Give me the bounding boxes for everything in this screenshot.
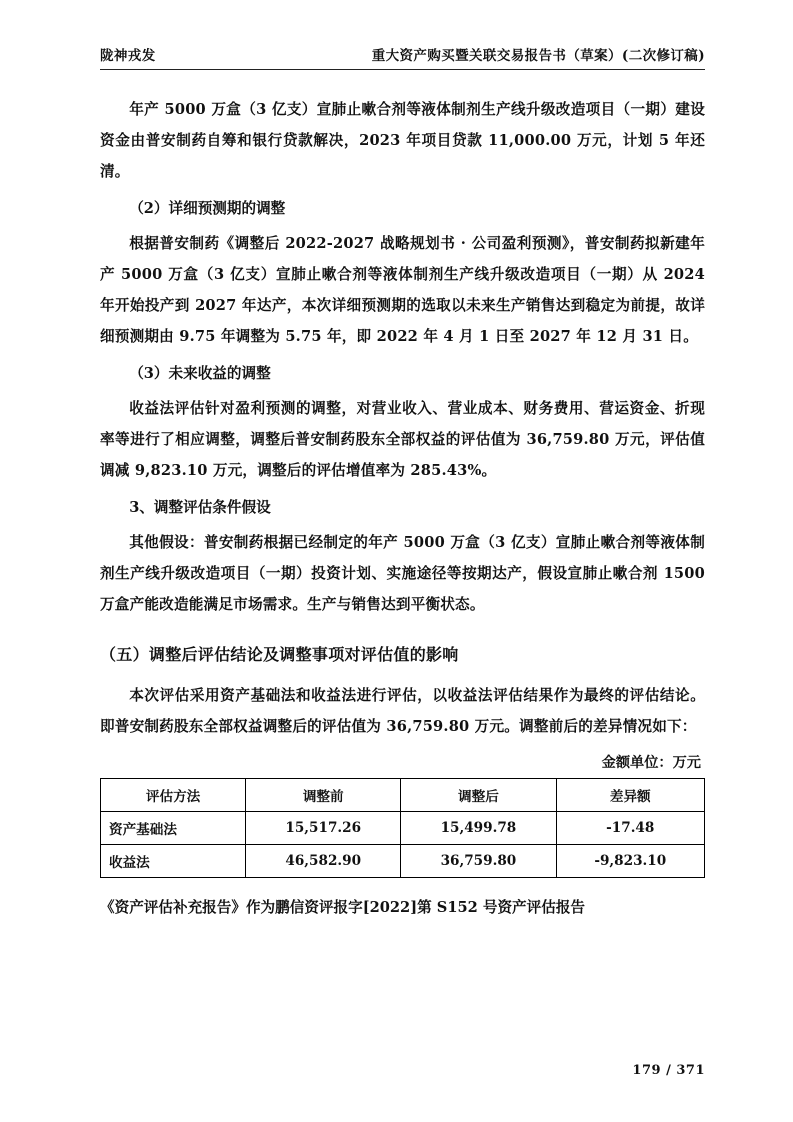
paragraph-financing: 年产 5000 万盒（3 亿支）宣肺止嗽合剂等液体制剂生产线升级改造项目（一期）建设资金由普安制药自筹和银行贷款解决，2023 年项目贷款 11,000.00 万元，计划 5 年还清。 xyxy=(100,101,705,180)
heading-assumption-adjustment: 3、调整评估条件假设 xyxy=(129,499,271,516)
cell-before: 15,517.26 xyxy=(246,812,401,845)
valuation-comparison-table xyxy=(100,778,705,878)
cell-difference: -17.48 xyxy=(556,812,705,845)
page-content xyxy=(100,44,705,1082)
heading-forecast-period: （2）详细预测期的调整 xyxy=(129,200,286,217)
page-header xyxy=(100,44,705,69)
table-row xyxy=(101,845,705,878)
paragraph-closing: 《资产评估补充报告》作为鹏信资评报字[2022]第 S152 号资产评估报告 xyxy=(100,899,586,916)
table-header-row xyxy=(101,779,705,812)
cell-after: 36,759.80 xyxy=(401,845,556,878)
header-document-title: 重大资产购买暨关联交易报告书（草案）(二次修订稿) xyxy=(371,48,705,64)
header-company-name: 陇神戎发 xyxy=(100,48,156,64)
paragraph-future-earnings: 收益法评估针对盈利预测的调整，对营业收入、营业成本、财务费用、营运资金、折现率等进行了相应调整，调整后普安制药股东全部权益的评估值为 36,759.80 万元，评估值调减 9,823.10 万元，调整后的评估增值率为 285.43%。 xyxy=(100,400,705,479)
column-header-method: 评估方法 xyxy=(101,779,246,812)
table-row xyxy=(101,812,705,845)
column-header-after: 调整后 xyxy=(401,779,556,812)
paragraph-assumptions: 其他假设：普安制药根据已经制定的年产 5000 万盒（3 亿支）宣肺止嗽合剂等液体制剂生产线升级改造项目（一期）投资计划、实施途径等按期达产，假设宣肺止嗽合剂 1500 万盒产能改造能满足市场需求。生产与销售达到平衡状态。 xyxy=(100,534,705,613)
cell-before: 46,582.90 xyxy=(246,845,401,878)
section-heading-conclusion: （五）调整后评估结论及调整事项对评估值的影响 xyxy=(100,645,459,664)
page-number: 179 / 371 xyxy=(632,1063,705,1078)
heading-future-earnings: （3）未来收益的调整 xyxy=(129,365,271,382)
table-unit-label: 金额单位：万元 xyxy=(601,755,701,771)
column-header-difference: 差异额 xyxy=(556,779,705,812)
cell-method: 资产基础法 xyxy=(101,812,246,845)
cell-difference: -9,823.10 xyxy=(556,845,705,878)
paragraph-conclusion: 本次评估采用资产基础法和收益法进行评估，以收益法评估结果作为最终的评估结论。即普安制药股东全部权益调整后的评估值为 36,759.80 万元。调整前后的差异情况如下： xyxy=(100,687,705,735)
cell-method: 收益法 xyxy=(101,845,246,878)
cell-after: 15,499.78 xyxy=(401,812,556,845)
header-divider xyxy=(100,69,705,70)
paragraph-forecast-period: 根据普安制药《调整后 2022-2027 战略规划书 · 公司盈利预测》，普安制药拟新建年产 5000 万盒（3 亿支）宣肺止嗽合剂等液体制剂生产线升级改造项目（一期）从 2024 年开始投产到 2027 年达产，本次详细预测期的选取以未来生产销售达到稳定为前提，故详细预测期由 9.75 年调整为 5.75 年，即 2022 年 4 月 1 日至 2027 年 12 月 31 日。 xyxy=(100,235,705,345)
column-header-before: 调整前 xyxy=(246,779,401,812)
